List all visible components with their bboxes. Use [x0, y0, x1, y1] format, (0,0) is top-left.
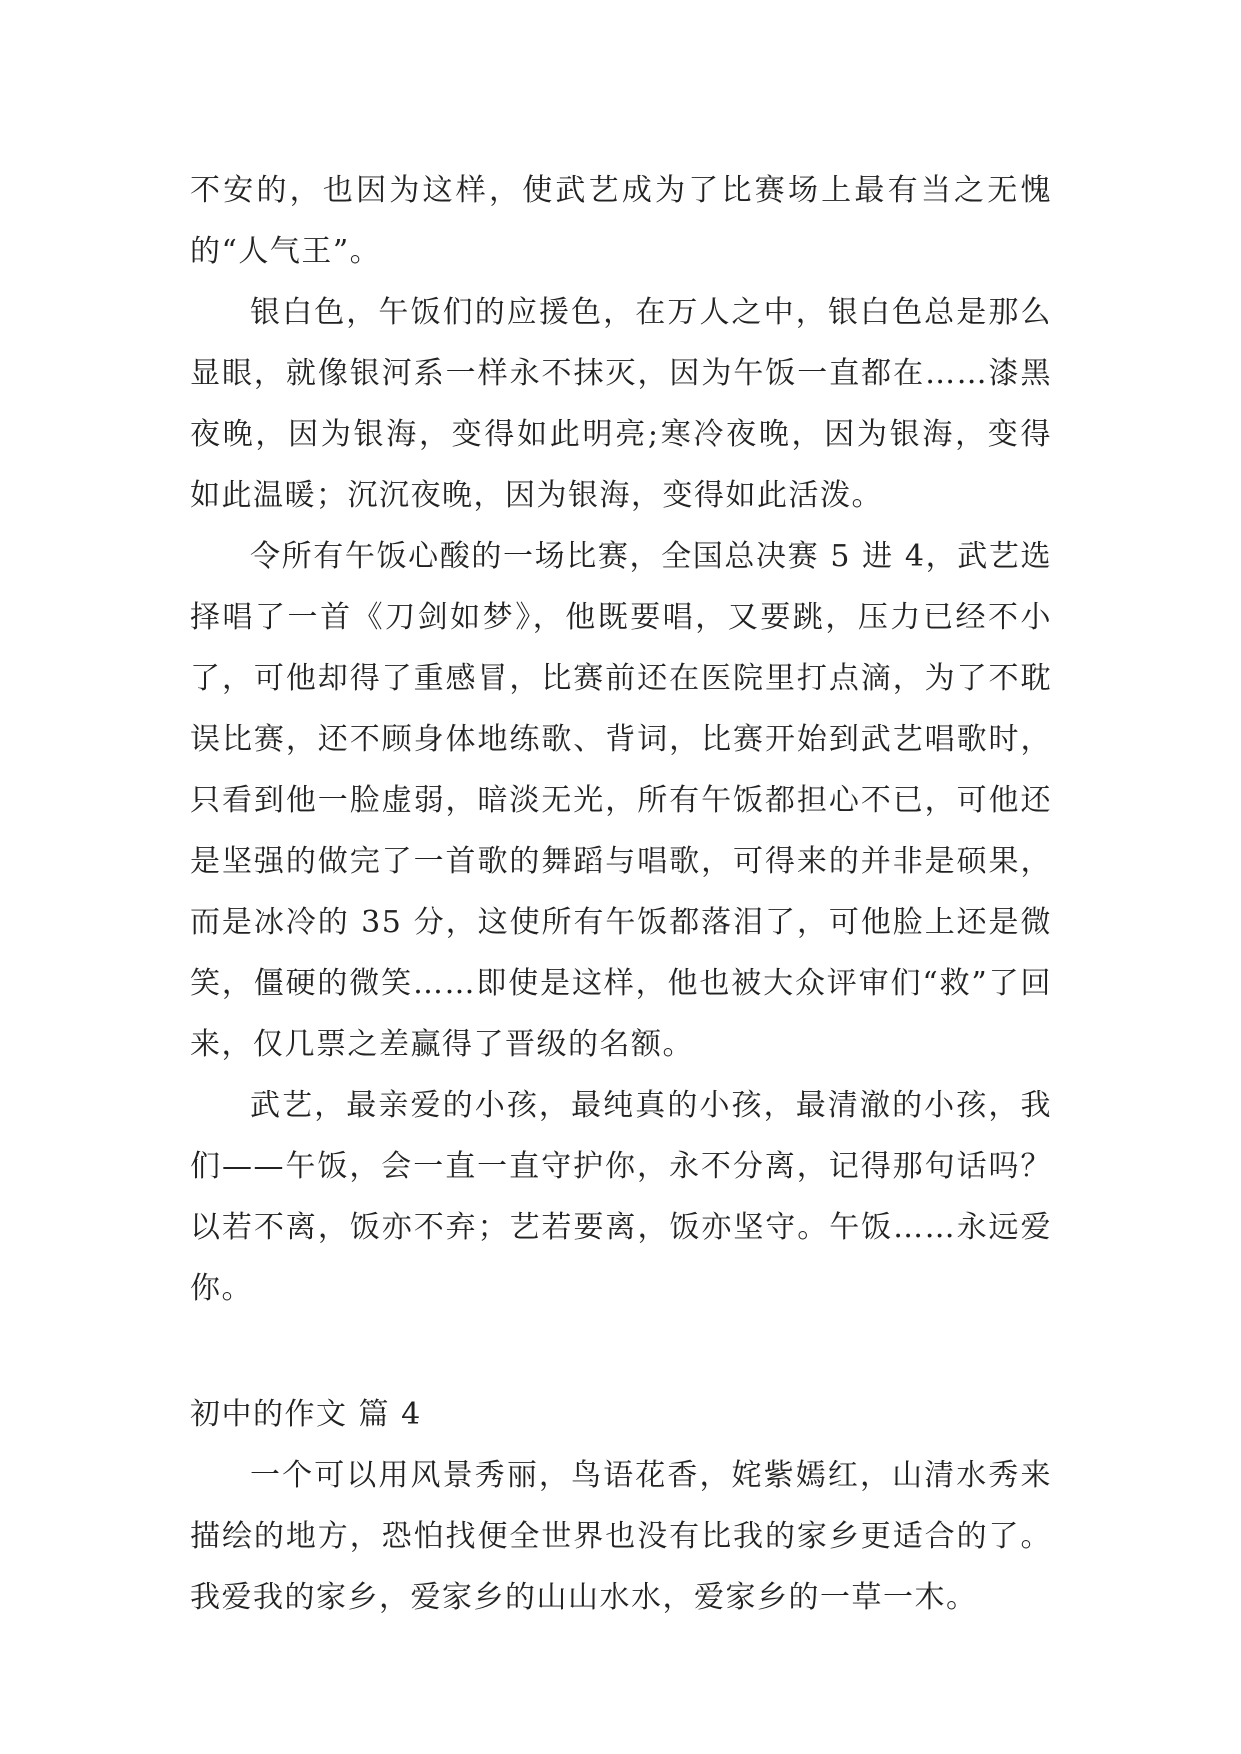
- document-body: [190, 160, 1052, 1628]
- section-title: 初中的作文 篇 4: [190, 1397, 422, 1432]
- paragraph-silver-color: 银白色，午饭们的应援色，在万人之中，银白色总是那么显眼，就像银河系一样永不抹灭，因为午饭一直都在……漆黑夜晚，因为银海，变得如此明亮;寒冷夜晚，因为银海，变得如此温暖；沉沉夜晚，因为银海，变得如此活泼。: [190, 295, 1052, 513]
- paragraph-hometown: 一个可以用风景秀丽，鸟语花香，姹紫嫣红，山清水秀来描绘的地方，恐怕找便全世界也没有比我的家乡更适合的了。我爱我的家乡，爱家乡的山山水水，爱家乡的一草一木。: [190, 1458, 1052, 1615]
- paragraph-closing: 武艺，最亲爱的小孩，最纯真的小孩，最清澈的小孩，我们——午饭，会一直一直守护你，永不分离，记得那句话吗？以若不离，饭亦不弃；艺若要离，饭亦坚守。午饭……永远爱你。: [190, 1088, 1052, 1306]
- paragraph-final-match: 令所有午饭心酸的一场比赛，全国总决赛 5 进 4，武艺选择唱了一首《刀剑如梦》，他既要唱，又要跳，压力已经不小了，可他却得了重感冒，比赛前还在医院里打点滴，为了不耽误比赛，还不顾身体地练歌、背词，比赛开始到武艺唱歌时，只看到他一脸虚弱，暗淡无光，所有午饭都担心不已，可他还是坚强的做完了一首歌的舞蹈与唱歌，可得来的并非是硕果，而是冰冷的 35 分，这使所有午饭都落泪了，可他脸上还是微笑，僵硬的微笑……即使是这样，他也被大众评审们“救”了回来，仅几票之差赢得了晋级的名额。: [190, 539, 1052, 1062]
- paragraph-continuation: 不安的，也因为这样，使武艺成为了比赛场上最有当之无愧的“人气王”。: [190, 173, 1052, 269]
